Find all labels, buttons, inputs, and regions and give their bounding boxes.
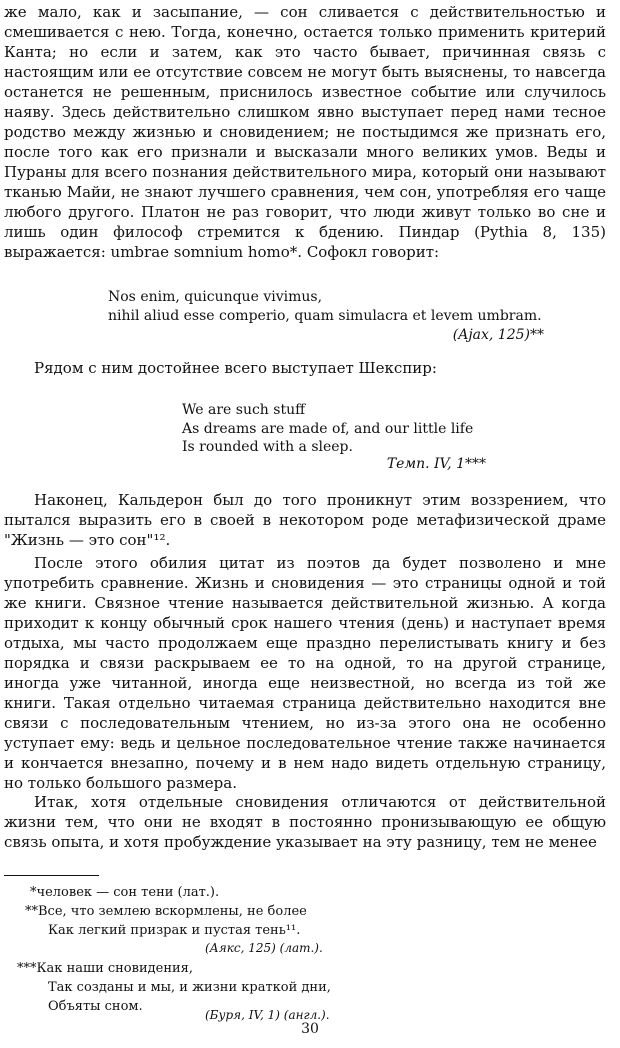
english-quote-line-2: As dreams are made of, and our little life (182, 420, 474, 437)
english-quote (182, 401, 473, 457)
paragraph-1: же мало, как и засыпание, — сон сливается с действительностью и смешивается с нею. Тогда, конечно, остается только применить критерий Канта; но если и затем, как это часто бывает, причинная связь с настоящим или ее отсутствие совсем не могут быть выяснены, то навсегда останется не решенным, приснилось известное событие или случилось наяву. Здесь действительно слишком явно выступает перед нами тесное родство между жизнью и сновидением; не постыдимся же признать его, после того как его признали и высказали много великих умов. Веды и Пураны для всего познания действительного мира, который они называют тканью Майи, не знают лучшего сравнения, чем сон, употребляя его чаще любого другого. Платон не раз говорит, что люди живут только во сне и лишь один философ стремится к бдению. Пиндар (Pythia 8, 135) выражается: umbrae somnium homo*. Софокл говорит: (4, 3, 606, 261)
english-quote-line-1: We are such stuff (182, 402, 306, 418)
paragraph-2: Рядом с ним достойнее всего выступает Шекспир: (34, 359, 437, 377)
paragraph-5: Итак, хотя отдельные сновидения отличаются от действительной жизни тем, что они не входят в постоянно пронизывающую ее общую связь опыта, и хотя пробуждение указывает на эту разницу, тем не менее (4, 793, 606, 851)
page-number: 30 (301, 1021, 319, 1037)
latin-quote (108, 288, 542, 325)
footnote-1: *человек — сон тени (лат.). (30, 885, 220, 900)
footnote-2-line-1: **Все, что землею вскормлены, не более (25, 904, 307, 919)
footnote-3-line-2: Так созданы и мы, и жизни краткой дни, (48, 980, 331, 995)
footnote-3-line-1: ***Как наши сновидения, (17, 961, 193, 976)
paragraph-3: Наконец, Кальдерон был до того проникнут этим воззрением, что пытался выразить его в своей в некотором роде метафизической драме "Жизнь — это сон"¹². (4, 491, 606, 549)
english-quote-line-3: Is rounded with a sleep. (182, 439, 353, 455)
latin-quote-citation: (Ajax, 125)** (452, 327, 544, 343)
latin-quote-line-1: Nos enim, quicunque vivimus, (108, 289, 323, 305)
latin-quote-line-2: nihil aliud esse comperio, quam simulacra et levem umbram. (108, 307, 542, 324)
english-quote-citation: Темп. IV, 1*** (386, 456, 486, 472)
footnote-divider (4, 875, 99, 876)
footnote-3-line-3: Объяты сном. (48, 999, 143, 1014)
footnote-3-citation: (Буря, IV, 1) (англ.). (205, 1008, 330, 1022)
footnote-2-citation: (Аякс, 125) (лат.). (205, 941, 323, 955)
paragraph-4: После этого обилия цитат из поэтов да будет позволено и мне употребить сравнение. Жизнь и сновидения — это страницы одной и той же книги. Связное чтение называется действительной жизнью. А когда приходит к концу обычный срок нашего чтения (день) и наступает время отдыха, мы часто продолжаем еще праздно перелистывать книгу и без порядка и связи раскрываем ее то на одной, то на другой странице, иногда уже читанной, иногда еще неизвестной, но всегда из той же книги. Такая отдельно читаемая страница действительно находится вне связи с последовательным чтением, но из-за этого она не особенно уступает ему: ведь и цельное последовательное чтение также начинается и кончается внезапно, почему и в нем надо видеть отдельную страницу, но только большого размера. (4, 554, 606, 792)
footnote-2-line-2: Как легкий призрак и пустая тень¹¹. (48, 923, 301, 938)
